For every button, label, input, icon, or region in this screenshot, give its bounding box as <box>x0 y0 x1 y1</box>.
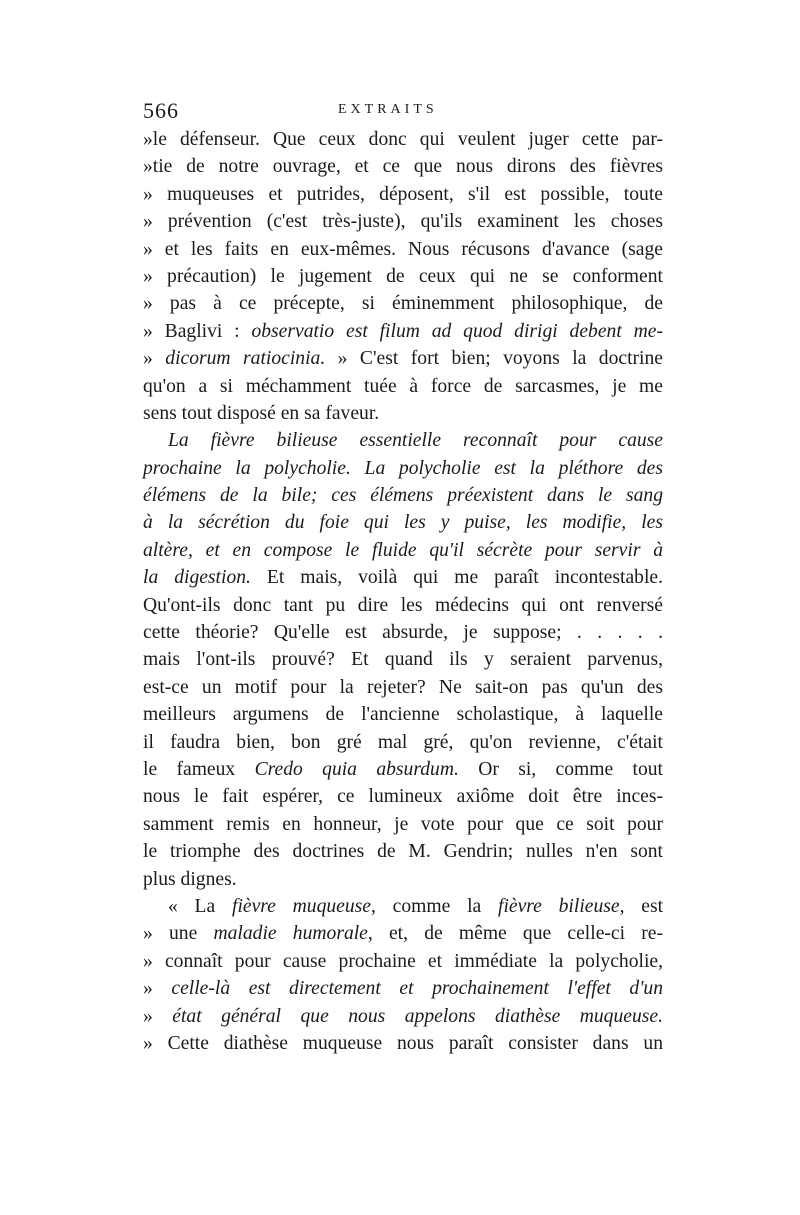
text-run: il faudra bien, bon gré mal gré, qu'on revienne, c'était <box>143 731 663 753</box>
text-run: le fameux <box>143 758 255 780</box>
text-line <box>143 783 663 810</box>
text-run: » <box>143 978 172 1000</box>
text-line <box>143 236 663 263</box>
text-line <box>143 263 663 290</box>
text-line <box>143 208 663 235</box>
italic-run: à la sécrétion du foie qui les y puise, les modifie, les <box>143 512 663 534</box>
text-line <box>143 345 663 372</box>
text-run: Qu'ont-ils donc tant pu dire les médecins qui ont renversé <box>143 594 663 616</box>
italic-run: dicorum ratiocinia. <box>165 348 326 370</box>
text-run: nous le fait espérer, ce lumineux axiôme doit être inces- <box>143 786 663 808</box>
text-run: Or si, comme tout <box>458 758 663 780</box>
text-run: »tie de notre ouvrage, et ce que nous dirons des fièvres <box>143 156 663 178</box>
italic-run: maladie humorale <box>213 923 368 945</box>
text-line <box>143 948 663 975</box>
text-line <box>143 455 663 482</box>
text-run: samment remis en honneur, je vote pour que ce soit pour <box>143 813 663 835</box>
text-run: » Baglivi : <box>143 320 252 342</box>
text-line <box>143 290 663 317</box>
text-run: » et les faits en eux-mêmes. Nous récusons d'avance (sage <box>143 238 663 260</box>
text-run: » <box>143 348 166 370</box>
italic-run: celle-là est directement et prochainement l'effet d'un <box>171 978 663 1000</box>
text-line <box>143 920 663 947</box>
text-run: » une <box>143 923 214 945</box>
text-run: » <box>143 1005 173 1027</box>
text-run: » prévention (c'est très-juste), qu'ils examinent les choses <box>143 211 663 233</box>
text-line <box>143 181 663 208</box>
text-line <box>143 592 663 619</box>
text-line <box>143 729 663 756</box>
text-line <box>143 400 663 427</box>
italic-run: altère, et en compose le fluide qu'il sécrète pour servir à <box>143 539 663 561</box>
text-line <box>143 674 663 701</box>
text-run: » précaution) le jugement de ceux qui ne se conforment <box>143 265 663 287</box>
italic-run: élémens de la bile; ces élémens préexistent dans le sang <box>143 485 663 507</box>
italic-run: état général que nous appelons diathèse muqueuse. <box>172 1005 663 1027</box>
italic-run: fièvre muqueuse <box>232 895 371 917</box>
page-header <box>143 98 663 124</box>
text-line <box>143 564 663 591</box>
text-run: qu'on a si méchamment tuée à force de sarcasmes, je me <box>143 375 663 397</box>
text-line <box>143 756 663 783</box>
text-line <box>143 1003 663 1030</box>
text-run: meilleurs argumens de l'ancienne scholastique, à laquelle <box>143 704 663 726</box>
page-number: 566 <box>143 98 179 123</box>
text-line <box>143 509 663 536</box>
italic-run: fièvre bilieuse <box>498 895 620 917</box>
text-line <box>143 373 663 400</box>
italic-run: la digestion. <box>143 567 251 589</box>
text-line <box>143 975 663 1002</box>
text-line <box>143 811 663 838</box>
text-run: , est <box>619 895 664 917</box>
text-run: » C'est fort bien; voyons la doctrine <box>325 348 663 370</box>
text-line <box>143 537 663 564</box>
text-line <box>143 701 663 728</box>
text-line <box>143 482 663 509</box>
text-run: » Cette diathèse muqueuse nous paraît consister dans un <box>143 1032 663 1054</box>
text-line <box>143 619 663 646</box>
text-run: mais l'ont-ils prouvé? Et quand ils y seraient parvenus, <box>143 649 663 671</box>
text-run: Et mais, voilà qui me paraît incontestable. <box>250 567 663 589</box>
italic-run: Credo quia absurdum. <box>254 758 459 780</box>
text-run: cette théorie? Qu'elle est absurde, je suppose; . . . . . <box>143 622 663 644</box>
italic-run: La fièvre bilieuse essentielle reconnaît pour cause <box>168 430 663 452</box>
text-line <box>143 126 663 153</box>
text-run: , comme la <box>371 895 498 917</box>
text-run: le triomphe des doctrines de M. Gendrin; nulles n'en sont <box>143 841 663 863</box>
running-head: EXTRAITS <box>338 102 438 117</box>
text-run: » pas à ce précepte, si éminemment philosophique, de <box>143 293 663 315</box>
text-line <box>143 866 663 893</box>
text-run: est-ce un motif pour la rejeter? Ne sait-on pas qu'un des <box>143 676 663 698</box>
text-run: »le défenseur. Que ceux donc qui veulent juger cette par- <box>143 129 663 150</box>
italic-run: prochaine la polycholie. La polycholie est la pléthore des <box>143 457 663 479</box>
text-line <box>143 646 663 673</box>
italic-run: observatio est filum ad quod dirigi debent me- <box>251 320 663 342</box>
text-line <box>143 153 663 180</box>
text-run: sens tout disposé en sa faveur. <box>143 402 380 424</box>
text-run: plus dignes. <box>143 868 237 890</box>
text-run: , et, de même que celle-ci re- <box>367 923 663 945</box>
text-run: » connaît pour cause prochaine et immédiate la polycholie, <box>143 950 663 972</box>
text-run: » muqueuses et putrides, déposent, s'il est possible, toute <box>143 183 663 205</box>
text-line <box>143 838 663 865</box>
text-line <box>143 893 663 920</box>
text-line <box>143 427 663 454</box>
text-line <box>143 1030 663 1057</box>
text-line <box>143 318 663 345</box>
text-run: « La <box>168 895 232 917</box>
body-text <box>143 126 663 1057</box>
